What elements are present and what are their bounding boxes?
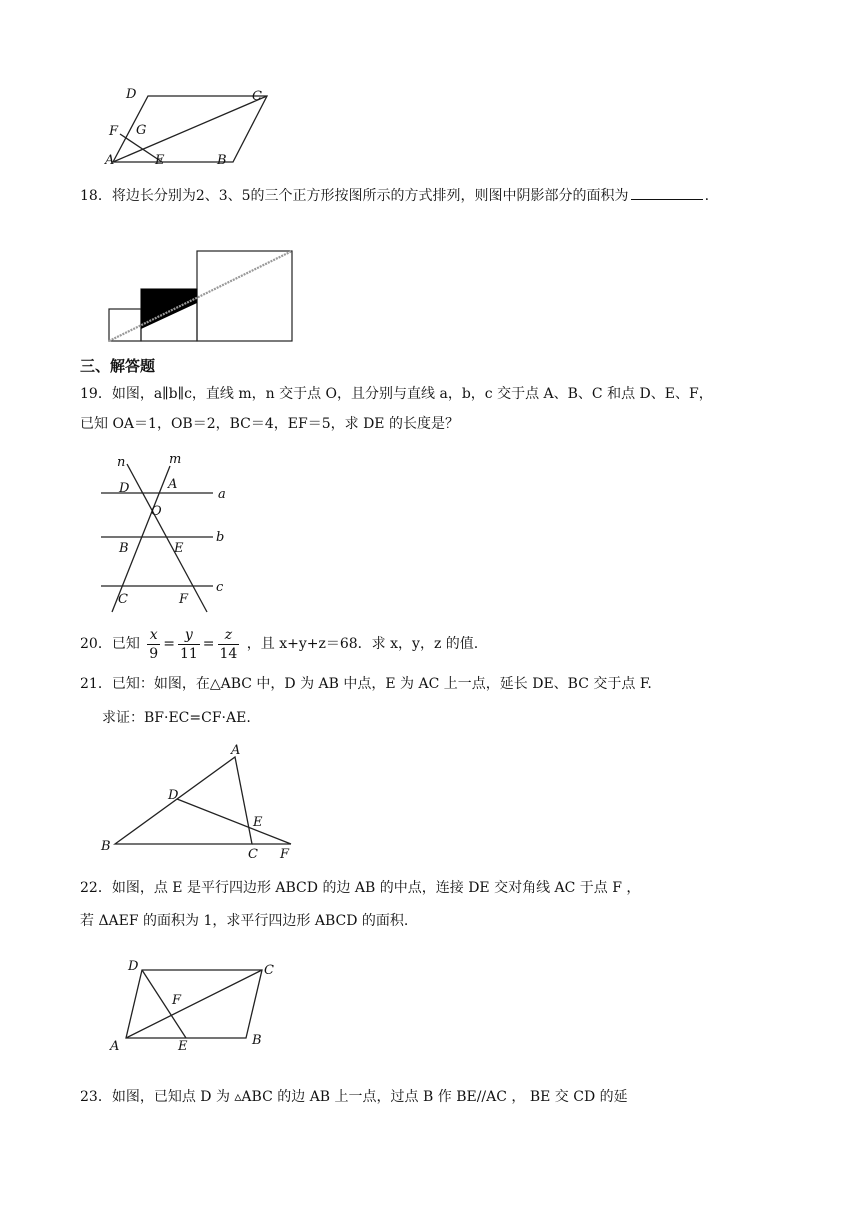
- label-m: m: [169, 452, 182, 467]
- label-a: A: [110, 1039, 120, 1054]
- q23-line1: 如图，已知点 D 为 ▵ABC 的边 AB 上一点，过点 B 作 BE//AC ， BE 交 CD 的延: [111, 1089, 628, 1105]
- label-f: F: [179, 592, 189, 607]
- label-f: F: [280, 847, 290, 862]
- label-c: C: [118, 592, 128, 607]
- label-b: B: [252, 1033, 262, 1048]
- q22-line2: 若 ΔAEF 的面积为 1，求平行四边形 ABCD 的面积.: [80, 913, 409, 929]
- q19-number: 19．: [80, 386, 112, 402]
- diagonal-line: [109, 251, 292, 341]
- label-c: C: [264, 963, 274, 978]
- shaded-region: [141, 289, 197, 329]
- equals-sign: =: [163, 636, 175, 652]
- label-c: C: [252, 89, 262, 104]
- line-n: [127, 464, 207, 612]
- q21-line1: 已知：如图，在△ABC 中，D 为 AB 中点，E 为 AC 上一点，延长 DE、BC 交于点 F.: [111, 676, 652, 692]
- label-a: A: [168, 477, 178, 492]
- q22-number: 22．: [80, 880, 112, 896]
- label-f: F: [109, 124, 119, 139]
- figure-19-parallel-lines: [95, 448, 245, 618]
- line-df: [177, 799, 291, 844]
- q20-prefix: 已知: [111, 636, 140, 652]
- label-o: O: [151, 504, 162, 519]
- fraction-y-11: $\frac{y}{11}$: [179, 626, 198, 662]
- question-19-line1: [80, 384, 713, 404]
- q22-line1: 如图，点 E 是平行四边形 ABCD 的边 AB 的中点，连接 DE 交对角线 AC 于点 F ，: [111, 880, 641, 896]
- question-18: [80, 185, 709, 206]
- figure-18-squares: [100, 245, 300, 345]
- label-e: E: [174, 541, 184, 556]
- q18-answer-blank[interactable]: [631, 185, 703, 200]
- label-d: D: [119, 481, 130, 496]
- equals-sign: =: [202, 636, 215, 652]
- label-c: C: [248, 847, 258, 862]
- label-g: G: [136, 123, 147, 138]
- label-f: F: [172, 993, 182, 1008]
- figure-17-parallelogram: [100, 82, 280, 172]
- question-23-line1: [80, 1087, 628, 1107]
- fraction-z-14: $\frac{z}{14}$: [219, 626, 238, 662]
- label-e: E: [178, 1039, 188, 1054]
- q19-line1: 如图，a∥b∥c，直线 m，n 交于点 O，且分别与直线 a，b，c 交于点 A、B、C 和点 D、E、F，: [111, 386, 713, 402]
- label-e: E: [155, 153, 165, 168]
- label-b: B: [101, 839, 111, 854]
- q18-text: 将边长分别为2、3、5的三个正方形按图所示的方式排列，则图中阴影部分的面积为: [111, 188, 629, 204]
- label-a: A: [231, 743, 241, 758]
- label-b: B: [217, 153, 227, 168]
- label-line-b: b: [216, 530, 225, 545]
- triangle-abc: [115, 757, 252, 844]
- section-3-title: 三、解答题: [80, 357, 156, 375]
- q18-end: .: [704, 188, 710, 204]
- label-a: A: [105, 153, 115, 168]
- figure-22-parallelogram: [102, 952, 282, 1057]
- label-n: n: [117, 455, 126, 470]
- q21-line2: 求证：BF·EC=CF·AE.: [102, 710, 251, 726]
- question-21-line1: [80, 674, 652, 694]
- question-22-line1: [80, 878, 640, 898]
- q20-number: 20．: [80, 636, 112, 652]
- label-d: D: [168, 788, 179, 803]
- q23-number: 23．: [80, 1089, 112, 1105]
- square-side-5: [197, 251, 292, 341]
- label-b: B: [119, 541, 129, 556]
- fraction-x-9: $\frac{x}{9}$: [149, 626, 159, 662]
- q21-number: 21．: [80, 676, 112, 692]
- label-e: E: [253, 815, 263, 830]
- label-d: D: [128, 959, 139, 974]
- label-d: D: [126, 87, 137, 102]
- figure-21-triangle: [95, 740, 310, 865]
- q19-line2: 已知 OA＝1，OB＝2，BC＝4，EF＝5，求 DE 的长度是？: [80, 416, 459, 432]
- square-side-2: [109, 309, 141, 341]
- diagonal-ac: [126, 970, 262, 1038]
- label-line-c: c: [216, 580, 224, 595]
- question-20: [80, 624, 478, 668]
- label-line-a: a: [218, 487, 226, 502]
- q20-suffix: ，且 x+y+z＝68．求 x，y，z 的值.: [246, 636, 479, 652]
- q18-number: 18．: [80, 188, 112, 204]
